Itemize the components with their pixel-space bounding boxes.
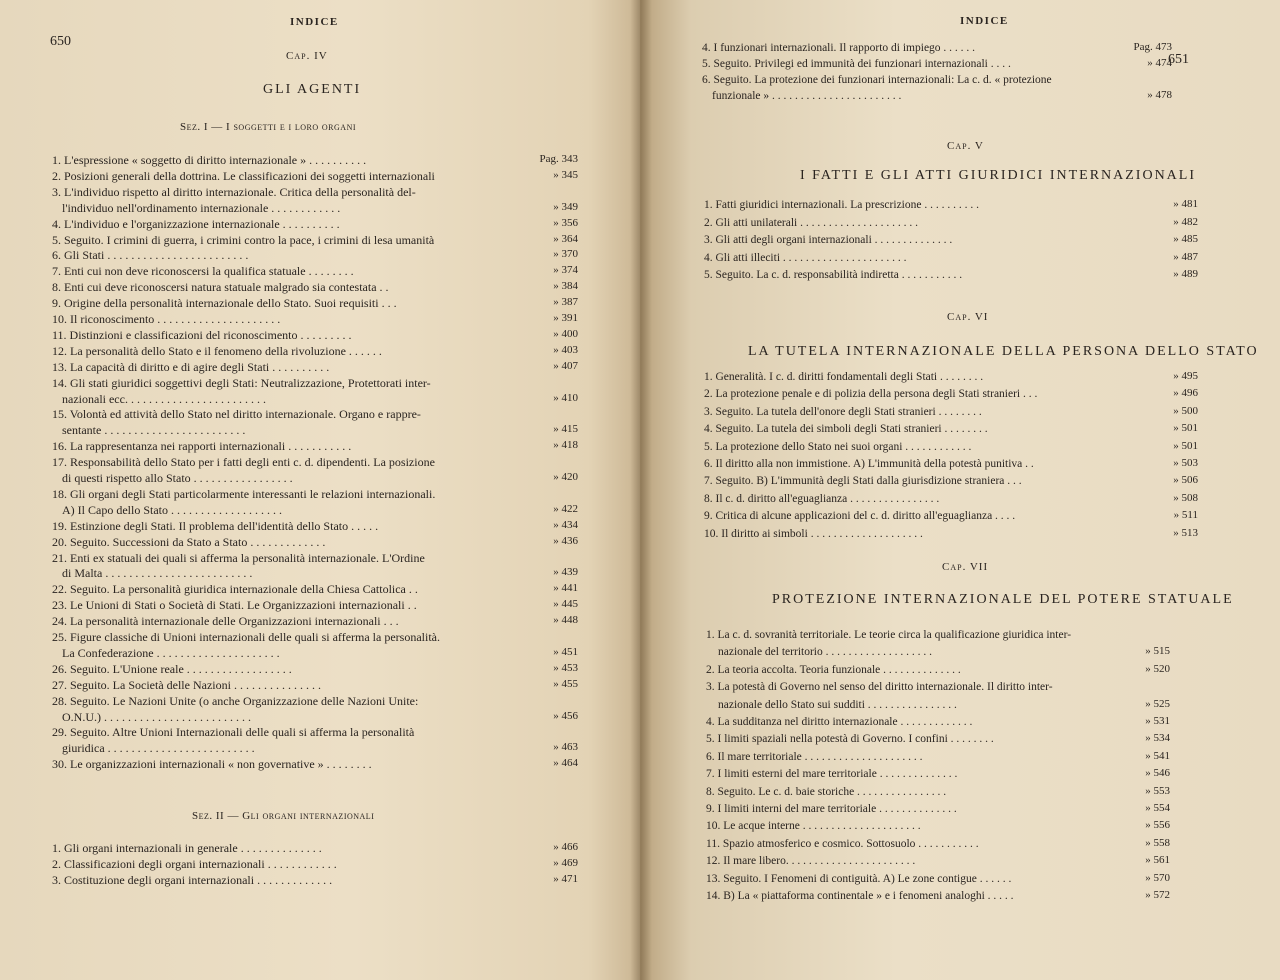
toc-entry-page: » 474 (1147, 57, 1172, 69)
toc-entry-title-continued: nazionale dello Stato sui sudditi . . . . . . . . . . . . . . . . (718, 698, 957, 711)
toc-entry-title: 27. Seguito. La Società delle Nazioni . . . . . . . . . . . . . . . (52, 677, 321, 692)
toc-entry-page: » 481 (1173, 198, 1198, 210)
toc-entry-title: 3. Seguito. La tutela dell'onore degli Stati stranieri . . . . . . . . (704, 405, 982, 418)
toc-entry-page: Pag. 473 (1133, 41, 1172, 53)
toc-entry-page: » 506 (1173, 474, 1198, 487)
right-running-header: INDICE (960, 15, 1009, 27)
toc-entry-page: » 485 (1173, 233, 1198, 245)
toc-entry-title: 5. Seguito. La c. d. responsabilità indiretta . . . . . . . . . . . (704, 269, 963, 281)
toc-entry-title: 24. La personalità internazionale delle Organizzazioni internazionali . . . (52, 614, 399, 629)
toc-entry-title: 2. La teoria accolta. Teoria funzionale . . . . . . . . . . . . . . (706, 663, 961, 676)
toc-entry-title: 8. Enti cui deve riconoscersi natura statuale malgrado sia contestata . . (52, 280, 389, 295)
chapter-vi-title: LA TUTELA INTERNAZIONALE DELLA PERSONA DELLO STATO (748, 344, 1259, 359)
chapter-iv-label: Cap. IV (286, 50, 328, 62)
toc-entry-page: » 418 (553, 439, 578, 452)
left-page-number: 650 (50, 34, 71, 49)
toc-entry-page: » 400 (553, 327, 578, 340)
toc-entry-title: 9. Origine della personalità internazionale dello Stato. Suoi requisiti . . . (52, 296, 397, 311)
toc-entry-title: 15. Volontà ed attività dello Stato nel diritto internazionale. Organo e rappre- (52, 407, 421, 422)
toc-entry-title: 14. B) La « piattaforma continentale » e i fenomeni analoghi . . . . . (706, 890, 1014, 902)
toc-entry-title: 11. Distinzioni e classificazioni del riconoscimento . . . . . . . . . (52, 327, 352, 342)
toc-entry-title-continued: sentante . . . . . . . . . . . . . . . . . . . . . . . . (62, 423, 246, 438)
toc-entry-page: » 455 (553, 677, 578, 690)
toc-entry-page: » 541 (1145, 749, 1170, 762)
toc-entry-page: » 487 (1173, 250, 1198, 263)
toc-entry-page: » 489 (1173, 268, 1198, 280)
toc-entry-page: » 464 (553, 757, 578, 770)
toc-entry-page: » 345 (553, 168, 578, 181)
toc-entry-page: » 364 (553, 232, 578, 245)
toc-entry-title-continued: di Malta . . . . . . . . . . . . . . . . . . . . . . . . . (62, 566, 253, 581)
toc-entry-page: » 445 (553, 598, 578, 611)
toc-entry-title-continued: funzionale » . . . . . . . . . . . . . . . . . . . . . . . (712, 90, 902, 102)
toc-entry-page: » 384 (553, 280, 578, 293)
toc-entry-title-continued: giuridica . . . . . . . . . . . . . . . . . . . . . . . . . (62, 741, 255, 756)
toc-entry-page: » 572 (1145, 889, 1170, 901)
toc-entry-title-continued: l'individuo nell'ordinamento internazionale . . . . . . . . . . . . (62, 200, 341, 215)
toc-entry-page: » 448 (553, 614, 578, 627)
toc-entry-title: 12. Il mare libero. . . . . . . . . . . . . . . . . . . . . . . (706, 855, 916, 868)
toc-entry-page: » 391 (553, 312, 578, 324)
toc-entry-title: 5. Seguito. I crimini di guerra, i crimini contro la pace, i crimini di lesa umanità (52, 232, 435, 247)
toc-entry-page: » 469 (553, 856, 578, 869)
toc-entry-title: 20. Seguito. Successioni da Stato a Stato . . . . . . . . . . . . . (52, 534, 326, 549)
chapter-v-label: Cap. V (947, 140, 984, 152)
toc-entry-title-continued: nazionale del territorio . . . . . . . . . . . . . . . . . . . (718, 646, 932, 659)
toc-entry-page: » 503 (1173, 457, 1198, 469)
left-running-header: INDICE (290, 16, 339, 28)
toc-entry-page: » 570 (1145, 871, 1170, 884)
chapter-v-title: I FATTI E GLI ATTI GIURIDICI INTERNAZIONALI (800, 168, 1197, 183)
toc-entry-page: » 451 (553, 645, 578, 658)
toc-entry-page: » 387 (553, 296, 578, 309)
toc-entry-page: Pag. 343 (539, 153, 578, 165)
toc-entry-title: 7. Enti cui non deve riconoscersi la qualifica statuale . . . . . . . . (52, 264, 354, 279)
toc-entry-title: 6. Seguito. La protezione dei funzionari internazionali: La c. d. « protezione (702, 74, 1052, 86)
right-page (640, 0, 1280, 980)
toc-entry-page: » 511 (1173, 509, 1198, 522)
toc-entry-page: » 415 (553, 423, 578, 436)
toc-entry-title: 7. I limiti esterni del mare territoriale . . . . . . . . . . . . . . (706, 768, 958, 781)
toc-entry-page: » 370 (553, 248, 578, 261)
toc-entry-page: » 439 (553, 566, 578, 579)
toc-entry-page: » 558 (1145, 836, 1170, 849)
toc-entry-title: 2. Gli atti unilaterali . . . . . . . . . . . . . . . . . . . . . (704, 216, 919, 229)
toc-entry-page: » 407 (553, 359, 578, 372)
toc-entry-page: » 403 (553, 343, 578, 356)
toc-entry-title: 4. L'individuo e l'organizzazione internazionale . . . . . . . . . . (52, 216, 340, 231)
toc-entry-title: 18. Gli organi degli Stati particolarmente interessanti le relazioni internazionali. (52, 486, 436, 501)
toc-entry-title: 5. La protezione dello Stato nei suoi organi . . . . . . . . . . . . (704, 440, 972, 453)
toc-entry-page: » 553 (1145, 784, 1170, 797)
toc-entry-title: 11. Spazio atmosferico e cosmico. Sottosuolo . . . . . . . . . . . (706, 837, 979, 850)
toc-entry-title: 13. Seguito. I Fenomeni di contiguità. A) Le zone contigue . . . . . . (706, 872, 1012, 885)
book-gutter-shadow (630, 0, 652, 980)
toc-entry-title: 6. Il diritto alla non immistione. A) L'immunità della potestà punitiva . . (704, 458, 1034, 470)
toc-entry-page: » 513 (1173, 526, 1198, 539)
toc-entry-page: » 420 (553, 471, 578, 483)
toc-entry-title: 4. Gli atti illeciti . . . . . . . . . . . . . . . . . . . . . . (704, 251, 907, 264)
toc-entry-title: 3. L'individuo rispetto al diritto internazionale. Critica della personalità del- (52, 184, 416, 199)
toc-entry-title: 16. La rappresentanza nei rapporti internazionali . . . . . . . . . . . (52, 439, 352, 454)
toc-entry-page: » 434 (553, 518, 578, 531)
toc-entry-title: 9. I limiti interni del mare territoriale . . . . . . . . . . . . . . (706, 803, 957, 815)
toc-entry-title: 2. Posizioni generali della dottrina. Le classificazioni dei soggetti internazionali (52, 168, 435, 183)
chapter-vii-label: Cap. VII (942, 561, 989, 573)
toc-entry-title: 25. Figure classiche di Unioni internazionali delle quali si afferma la personalità. (52, 630, 440, 644)
toc-entry-page: » 349 (553, 200, 578, 213)
toc-entry-page: » 520 (1145, 662, 1170, 675)
toc-entry-page: » 410 (553, 391, 578, 404)
toc-entry-page: » 501 (1173, 439, 1198, 452)
toc-entry-page: » 556 (1145, 819, 1170, 832)
toc-entry-title: 1. Generalità. I c. d. diritti fondamentali degli Stati . . . . . . . . (704, 371, 984, 383)
toc-entry-title: 1. L'espressione « soggetto di diritto internazionale » . . . . . . . . . . (52, 153, 367, 167)
toc-entry-title: 6. Il mare territoriale . . . . . . . . . . . . . . . . . . . . . (706, 750, 923, 763)
toc-entry-title: 4. La sudditanza nel diritto internazionale . . . . . . . . . . . . . (706, 716, 973, 728)
right-page-number: 651 (1168, 52, 1189, 67)
toc-entry-title: 5. I limiti spaziali nella potestà di Governo. I confini . . . . . . . . (706, 733, 994, 746)
toc-entry-page: » 422 (553, 502, 578, 515)
toc-entry-page: » 496 (1173, 387, 1198, 400)
toc-entry-page: » 525 (1145, 697, 1170, 710)
toc-entry-title: 13. La capacità di diritto e di agire degli Stati . . . . . . . . . . (52, 359, 330, 374)
toc-entry-title: 10. Le acque interne . . . . . . . . . . . . . . . . . . . . . (706, 820, 921, 833)
toc-entry-page: » 374 (553, 264, 578, 277)
toc-entry-page: » 546 (1145, 767, 1170, 780)
toc-entry-page: » 482 (1173, 215, 1198, 228)
toc-entry-title: 6. Gli Stati . . . . . . . . . . . . . . . . . . . . . . . . (52, 248, 249, 263)
toc-entry-title: 22. Seguito. La personalità giuridica internazionale della Chiesa Cattolica . . (52, 582, 418, 597)
toc-entry-page: » 463 (553, 741, 578, 754)
toc-entry-title-continued: La Confederazione . . . . . . . . . . . . . . . . . . . . . (62, 645, 280, 660)
toc-entry-title: 3. Costituzione degli organi internazionali . . . . . . . . . . . . . (52, 872, 333, 887)
toc-entry-title-continued: di questi rispetto allo Stato . . . . . . . . . . . . . . . . . (62, 471, 293, 485)
toc-entry-title: 1. La c. d. sovranità territoriale. Le teorie circa la qualificazione giuridica inter- (706, 629, 1072, 641)
toc-entry-title: 5. Seguito. Privilegi ed immunità dei funzionari internazionali . . . . (702, 58, 1011, 70)
toc-entry-title: 9. Critica di alcune applicazioni del c. d. diritto all'eguaglianza . . . . (704, 510, 1016, 523)
toc-entry-page: » 531 (1145, 715, 1170, 727)
toc-entry-page: » 466 (553, 841, 578, 853)
toc-entry-title: 23. Le Unioni di Stati o Società di Stati. Le Organizzazioni internazionali . . (52, 598, 417, 613)
toc-entry-page: » 554 (1145, 802, 1170, 814)
toc-entry-title-continued: nazionali ecc. . . . . . . . . . . . . . . . . . . . . . . . (62, 391, 266, 406)
chapter-vi-label: Cap. VI (947, 311, 989, 323)
toc-entry-page: » 471 (553, 872, 578, 885)
toc-entry-title: 12. La personalità dello Stato e il fenomeno della rivoluzione . . . . . . (52, 343, 382, 358)
toc-entry-title: 26. Seguito. L'Unione reale . . . . . . . . . . . . . . . . . . (52, 661, 292, 676)
toc-entry-title: 3. Gli atti degli organi internazionali . . . . . . . . . . . . . . (704, 234, 953, 246)
toc-entry-page: » 495 (1173, 370, 1198, 382)
section-ii-title: Sez. II — Gli organi internazionali (192, 810, 375, 822)
toc-entry-title: 2. La protezione penale e di polizia della persona degli Stati stranieri . . . (704, 388, 1038, 401)
toc-entry-title: 8. Seguito. Le c. d. baie storiche . . . . . . . . . . . . . . . . (706, 785, 947, 798)
toc-entry-page: » 500 (1173, 404, 1198, 417)
toc-entry-title: 4. I funzionari internazionali. Il rapporto di impiego . . . . . . (702, 42, 976, 54)
toc-entry-page: » 478 (1147, 89, 1172, 101)
toc-entry-title-continued: A) Il Capo dello Stato . . . . . . . . . . . . . . . . . . . (62, 502, 282, 517)
toc-entry-page: » 501 (1173, 422, 1198, 435)
toc-entry-page: » 534 (1145, 732, 1170, 745)
toc-entry-title: 29. Seguito. Altre Unioni Internazionali delle quali si afferma la personalità (52, 725, 415, 740)
toc-entry-title: 3. La potestà di Governo nel senso del diritto internazionale. Il diritto inter- (706, 681, 1053, 694)
toc-entry-title: 19. Estinzione degli Stati. Il problema dell'identità dello Stato . . . . . (52, 518, 379, 533)
toc-entry-page: » 436 (553, 534, 578, 547)
toc-entry-page: » 561 (1145, 854, 1170, 867)
toc-entry-title: 7. Seguito. B) L'immunità degli Stati dalla giurisdizione straniera . . . (704, 475, 1022, 488)
toc-entry-page: » 453 (553, 661, 578, 674)
toc-entry-title-continued: O.N.U.) . . . . . . . . . . . . . . . . . . . . . . . . . (62, 709, 251, 724)
chapter-iv-title: GLI AGENTI (263, 82, 362, 97)
toc-entry-title: 8. Il c. d. diritto all'eguaglianza . . . . . . . . . . . . . . . . (704, 492, 940, 505)
toc-entry-title: 10. Il diritto ai simboli . . . . . . . . . . . . . . . . . . . . (704, 527, 923, 540)
toc-entry-title: 4. Seguito. La tutela dei simboli degli Stati stranieri . . . . . . . . (704, 423, 988, 436)
toc-entry-page: » 515 (1145, 645, 1170, 658)
toc-entry-title: 2. Classificazioni degli organi internazionali . . . . . . . . . . . . (52, 856, 337, 871)
toc-entry-title: 17. Responsabilità dello Stato per i fatti degli enti c. d. dipendenti. La posizione (52, 455, 435, 470)
toc-entry-page: » 441 (553, 582, 578, 595)
toc-entry-title: 30. Le organizzazioni internazionali « non governative » . . . . . . . . (52, 757, 372, 772)
toc-entry-title: 14. Gli stati giuridici soggettivi degli Stati: Neutralizzazione, Protettorati inter- (52, 375, 431, 390)
toc-entry-page: » 508 (1173, 491, 1198, 504)
toc-entry-title: 1. Fatti giuridici internazionali. La prescrizione . . . . . . . . . . (704, 199, 979, 211)
toc-entry-title: 21. Enti ex statuali dei quali si afferma la personalità internazionale. L'Ordine (52, 550, 425, 565)
toc-entry-title: 1. Gli organi internazionali in generale . . . . . . . . . . . . . . (52, 841, 322, 855)
toc-entry-page: » 356 (553, 216, 578, 229)
toc-entry-title: 10. Il riconoscimento . . . . . . . . . . . . . . . . . . . . . (52, 312, 281, 326)
section-i-title: Sez. I — I soggetti e i loro organi (180, 121, 357, 133)
chapter-vii-title: PROTEZIONE INTERNAZIONALE DEL POTERE STATUALE (772, 592, 1234, 607)
toc-entry-page: » 456 (553, 709, 578, 722)
toc-entry-title: 28. Seguito. Le Nazioni Unite (o anche Organizzazione delle Nazioni Unite: (52, 693, 419, 708)
